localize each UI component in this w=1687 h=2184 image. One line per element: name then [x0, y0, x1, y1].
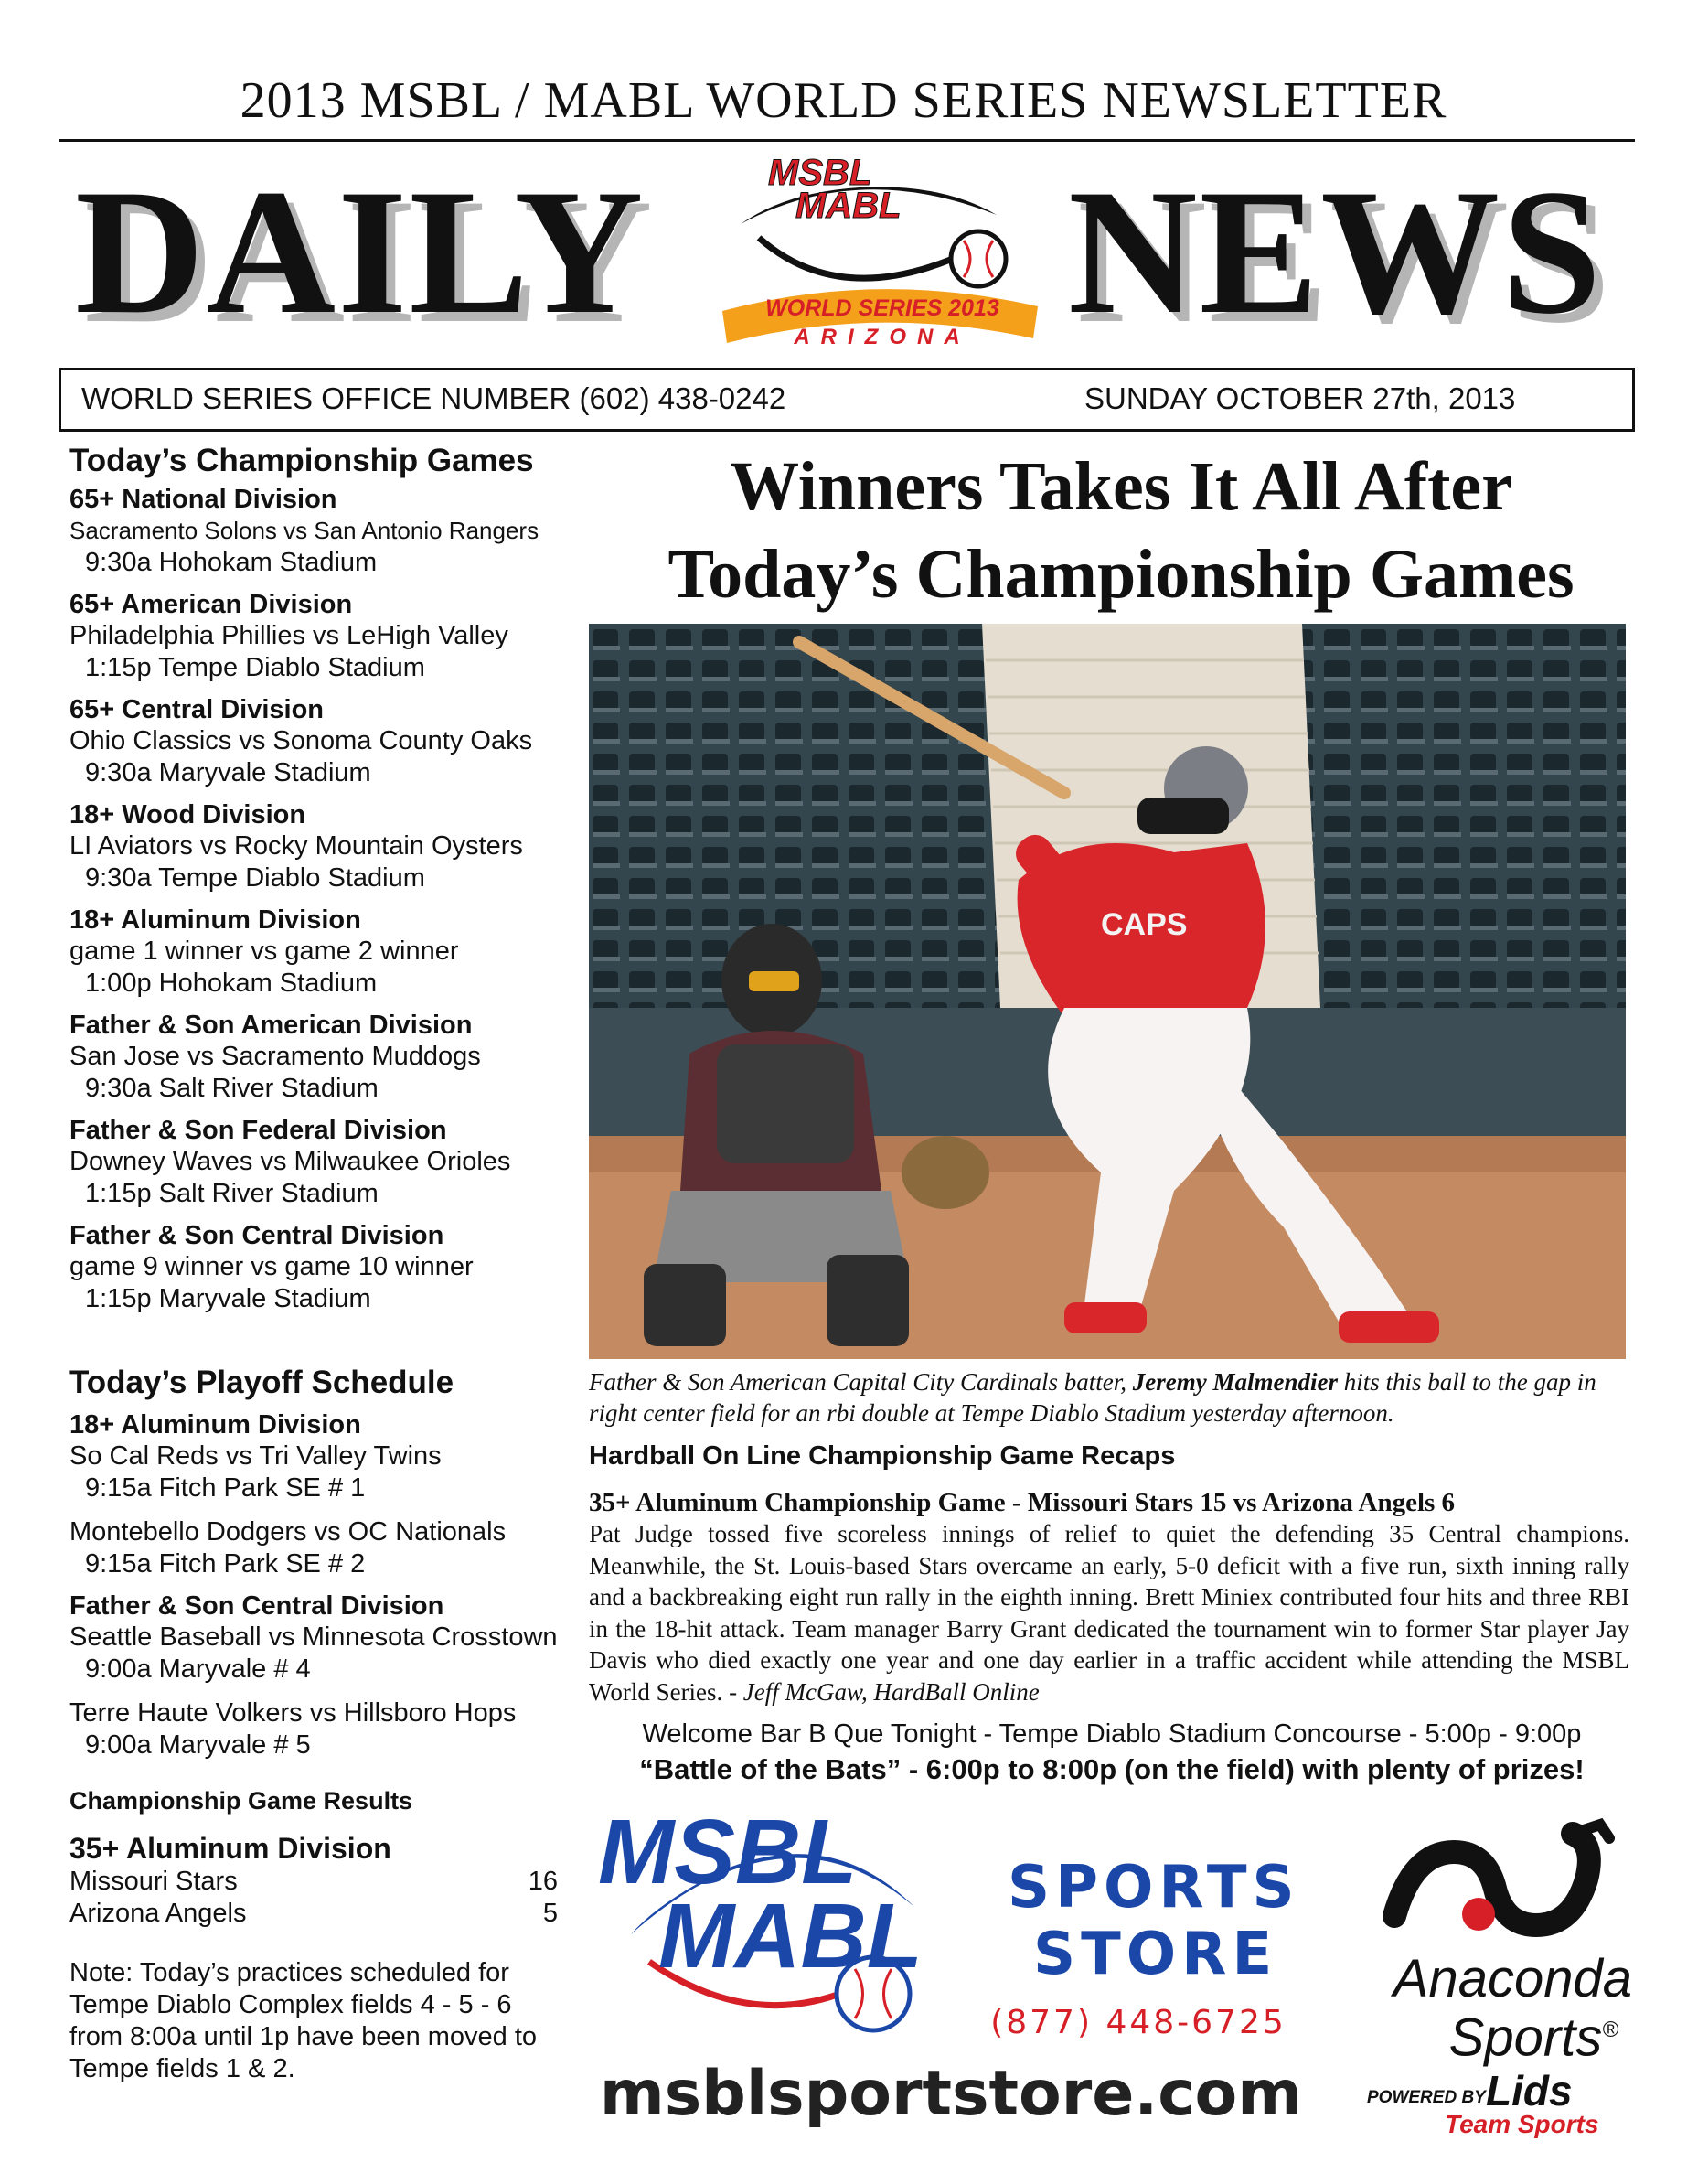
- result-score: 5: [542, 1899, 558, 1928]
- recap-heading: Hardball On Line Championship Game Recaps: [589, 1441, 1176, 1471]
- championship-division: 65+ American Division: [69, 590, 353, 619]
- championship-matchup: Ohio Classics vs Sonoma County Oaks: [69, 726, 533, 755]
- championship-division: 18+ Aluminum Division: [69, 905, 361, 935]
- ad-msbl: MSBL: [598, 1801, 858, 1903]
- logo-world-series-2013: WORLD SERIES 2013: [765, 295, 999, 321]
- result-team: Missouri Stars: [69, 1867, 238, 1896]
- registered-mark: ®: [1602, 2018, 1618, 2042]
- practice-note: [69, 1957, 582, 2085]
- headline-line: Today’s Championship Games: [667, 536, 1575, 613]
- playoff-matchup: Montebello Dodgers vs OC Nationals: [69, 1517, 507, 1547]
- playoff-matchup: So Cal Reds vs Tri Valley Twins: [69, 1441, 442, 1471]
- ad-sports: SPORTS: [1008, 1854, 1300, 1922]
- championship-time: 1:15p Maryvale Stadium: [85, 1284, 371, 1313]
- title-divider: [59, 139, 1635, 142]
- championship-division: Father & Son American Division: [69, 1011, 473, 1040]
- championship-matchup: game 1 winner vs game 2 winner: [69, 937, 459, 966]
- ad-sports-wordmark: [1317, 2004, 1618, 2068]
- recap-title: 35+ Aluminum Championship Game - Missouri Stars 15 vs Arizona Angels 6: [589, 1488, 1456, 1517]
- championship-division: Father & Son Central Division: [69, 1221, 444, 1250]
- results-heading: Championship Game Results: [69, 1787, 413, 1815]
- result-row: [69, 1898, 558, 1930]
- playoff-time: 9:15a Fitch Park SE # 2: [85, 1549, 366, 1579]
- caption-text: Father & Son American Capital City Cardinals batter,: [589, 1368, 1133, 1396]
- logo-msbl: MSBL: [768, 153, 872, 193]
- playoff-time: 9:00a Maryvale # 4: [85, 1654, 311, 1684]
- battle-of-bats-notice: “Battle of the Bats” - 6:00p to 8:00p (on the field) with plenty of prizes!: [639, 1753, 1585, 1785]
- ad-team-sports: Team Sports: [1445, 2110, 1599, 2138]
- headline-line: Winners Takes It All After: [730, 448, 1512, 525]
- playoff-matchup: Seattle Baseball vs Minnesota Crosstown: [69, 1622, 558, 1652]
- championship-division: 65+ Central Division: [69, 695, 325, 724]
- note-line: from 8:00a until 1p have been moved to: [69, 2022, 538, 2051]
- championship-time: 9:30a Salt River Stadium: [85, 1074, 379, 1103]
- playoff-time: 9:00a Maryvale # 5: [85, 1730, 311, 1760]
- ad-mabl: MABL: [658, 1885, 923, 1987]
- photo-caption: [589, 1366, 1640, 1429]
- playoff-heading: Today’s Playoff Schedule: [69, 1365, 454, 1400]
- championship-matchup: game 9 winner vs game 10 winner: [69, 1252, 474, 1281]
- ad-anaconda: Anaconda: [1393, 1949, 1632, 2008]
- left-sidebar: [69, 443, 582, 2085]
- note-line: Tempe Diablo Complex fields 4 - 5 - 6: [69, 1990, 512, 2019]
- ad-lids: Lids: [1486, 2067, 1573, 2114]
- ad-powered-by: POWERED BY: [1367, 2088, 1486, 2107]
- batter-photo: [589, 624, 1626, 1359]
- championship-matchup: San Jose vs Sacramento Muddogs: [69, 1042, 481, 1071]
- playoff-division: 18+ Aluminum Division: [69, 1410, 361, 1440]
- masthead-news: NEWS: [1068, 153, 1604, 351]
- championship-time: 1:15p Tempe Diablo Stadium: [85, 653, 425, 682]
- championship-time: 1:00p Hohokam Stadium: [85, 969, 378, 998]
- result-score: 16: [528, 1867, 558, 1896]
- championship-time: 9:30a Tempe Diablo Stadium: [85, 863, 425, 893]
- masthead-daily: DAILY: [75, 153, 646, 351]
- ad-store: STORE: [1033, 1921, 1278, 1988]
- recap-body: [589, 1518, 1629, 1708]
- championship-matchup: Downey Waves vs Milwaukee Orioles: [69, 1147, 511, 1176]
- result-row: [69, 1866, 558, 1898]
- sports-store-ad: [585, 1801, 1637, 2172]
- ad-sports-text: Sports: [1448, 2007, 1603, 2068]
- playoff-time: 9:15a Fitch Park SE # 1: [85, 1473, 366, 1503]
- recap-credit: - Jeff McGaw, HardBall Online: [729, 1677, 1040, 1706]
- playoff-division: Father & Son Central Division: [69, 1591, 444, 1621]
- championship-games-list: [69, 485, 582, 1315]
- championship-matchup: LI Aviators vs Rocky Mountain Oysters: [69, 831, 523, 861]
- recap-text: Pat Judge tossed five scoreless innings of relief to quiet the defending 35 Central champions. Meanwhile, the St. Louis-based Stars overcame an early, 5-0 deficit with a five run, sixth inning rally and a backbreaking eight run rally in the eighth inning. Brett Miniex contributed four hits and three RBI in the 18-hit attack. Team manager Barry Grant dedicated the tournament win to former Star player Jay Davis who died exactly one year and one day earlier in a traffic accident while attending the MSBL World Series.: [589, 1520, 1629, 1706]
- caption-player-name: Jeremy Malmendier: [1132, 1368, 1338, 1396]
- championship-division: 18+ Wood Division: [69, 800, 306, 830]
- result-team: Arizona Angels: [69, 1899, 247, 1928]
- issue-date: SUNDAY OCTOBER 27th, 2013: [1084, 381, 1516, 415]
- championship-division: Father & Son Federal Division: [69, 1116, 447, 1145]
- championship-division: 65+ National Division: [69, 485, 337, 514]
- office-phone: WORLD SERIES OFFICE NUMBER (602) 438-0242: [81, 381, 786, 415]
- championship-time: 9:30a Hohokam Stadium: [85, 548, 378, 577]
- note-line: Note: Today’s practices scheduled for: [69, 1958, 509, 1987]
- msbl-mabl-world-series-logo: [704, 151, 1052, 357]
- championship-heading: Today’s Championship Games: [69, 443, 534, 478]
- championship-time: 1:15p Salt River Stadium: [85, 1179, 379, 1208]
- anaconda-snake-icon: [1376, 1815, 1623, 1953]
- ad-phone: (877) 448-6725: [990, 2004, 1287, 2041]
- caption-text: hits this ball to the gap in right center field for an rbi double at Tempe Diablo Stadium yesterday afternoon.: [589, 1368, 1596, 1427]
- championship-matchup: Philadelphia Phillies vs LeHigh Valley: [69, 621, 508, 650]
- results-division: 35+ Aluminum Division: [69, 1832, 391, 1865]
- main-headline: [582, 443, 1660, 618]
- logo-mabl: MABL: [795, 186, 902, 226]
- logo-arizona: ARIZONA: [794, 325, 971, 349]
- championship-matchup: Sacramento Solons vs San Antonio Rangers: [69, 517, 539, 544]
- playoff-matchup: Terre Haute Volkers vs Hillsboro Hops: [69, 1698, 517, 1728]
- ad-url: msblsportstore.com: [599, 2058, 1303, 2130]
- note-line: Tempe fields 1 & 2.: [69, 2054, 295, 2083]
- newsletter-title: 2013 MSBL / MABL WORLD SERIES NEWSLETTER: [240, 72, 1447, 129]
- championship-time: 9:30a Maryvale Stadium: [85, 758, 371, 787]
- jersey-text: CAPS: [1101, 907, 1188, 942]
- info-bar: [59, 368, 1635, 432]
- welcome-bbq-notice: Welcome Bar B Que Tonight - Tempe Diablo Stadium Concourse - 5:00p - 9:00p: [642, 1719, 1582, 1749]
- baseball-game-photo: [589, 624, 1626, 1359]
